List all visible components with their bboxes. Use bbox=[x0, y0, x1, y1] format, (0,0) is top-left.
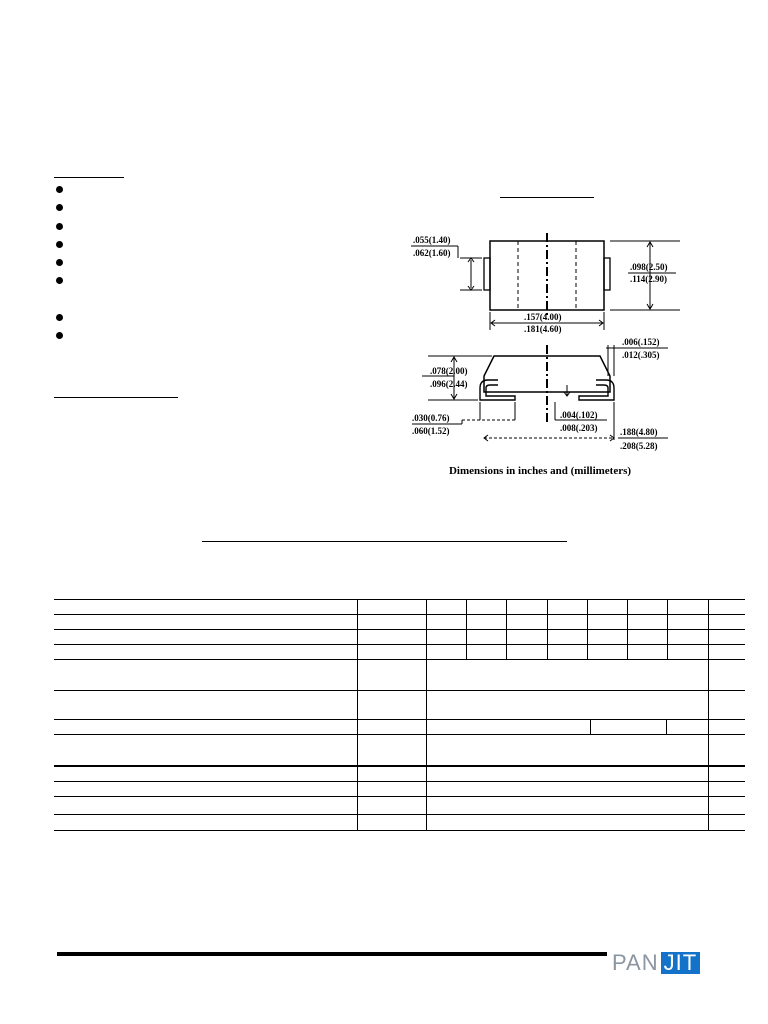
logo-text-pan: PAN bbox=[612, 950, 659, 975]
top-view-lead-left bbox=[484, 258, 490, 290]
dim-g-min: .004(.102) bbox=[560, 410, 598, 420]
dim-f-max: .060(1.52) bbox=[412, 426, 450, 436]
ratings-heading-rule bbox=[202, 541, 567, 542]
dim-c-min: .157(4.00) bbox=[524, 312, 562, 322]
dim-d-min: .006(.152) bbox=[622, 337, 660, 347]
dim-a-min: .055(1.40) bbox=[413, 235, 451, 245]
specs-table bbox=[54, 599, 745, 831]
panjit-logo bbox=[612, 952, 700, 974]
side-view-lead-left bbox=[480, 380, 515, 400]
dim-d-max: .012(.305) bbox=[622, 350, 660, 360]
dim-c-max: .181(4.60) bbox=[524, 324, 562, 334]
dim-b-min: .098(2.50) bbox=[630, 262, 668, 272]
dim-e-min: .078(2.00) bbox=[430, 366, 468, 376]
footer-rule bbox=[57, 952, 607, 956]
logo-text-jit: JIT bbox=[661, 952, 701, 974]
dim-h-min: .188(4.80) bbox=[620, 427, 658, 437]
dim-e-max: .096(2.44) bbox=[430, 379, 468, 389]
top-view-dim-labels bbox=[413, 235, 668, 334]
side-view-dim-labels bbox=[412, 337, 660, 451]
dim-a-max: .062(1.60) bbox=[413, 248, 451, 258]
top-view-lead-right bbox=[604, 258, 610, 290]
dim-b-max: .114(2.90) bbox=[630, 274, 667, 284]
dim-h-max: .208(5.28) bbox=[620, 441, 658, 451]
dim-f-min: .030(0.76) bbox=[412, 413, 450, 423]
drawing-caption: Dimensions in inches and (millimeters) bbox=[448, 465, 632, 477]
dim-g-max: .008(.203) bbox=[560, 423, 598, 433]
side-view-lead-right bbox=[579, 380, 614, 400]
